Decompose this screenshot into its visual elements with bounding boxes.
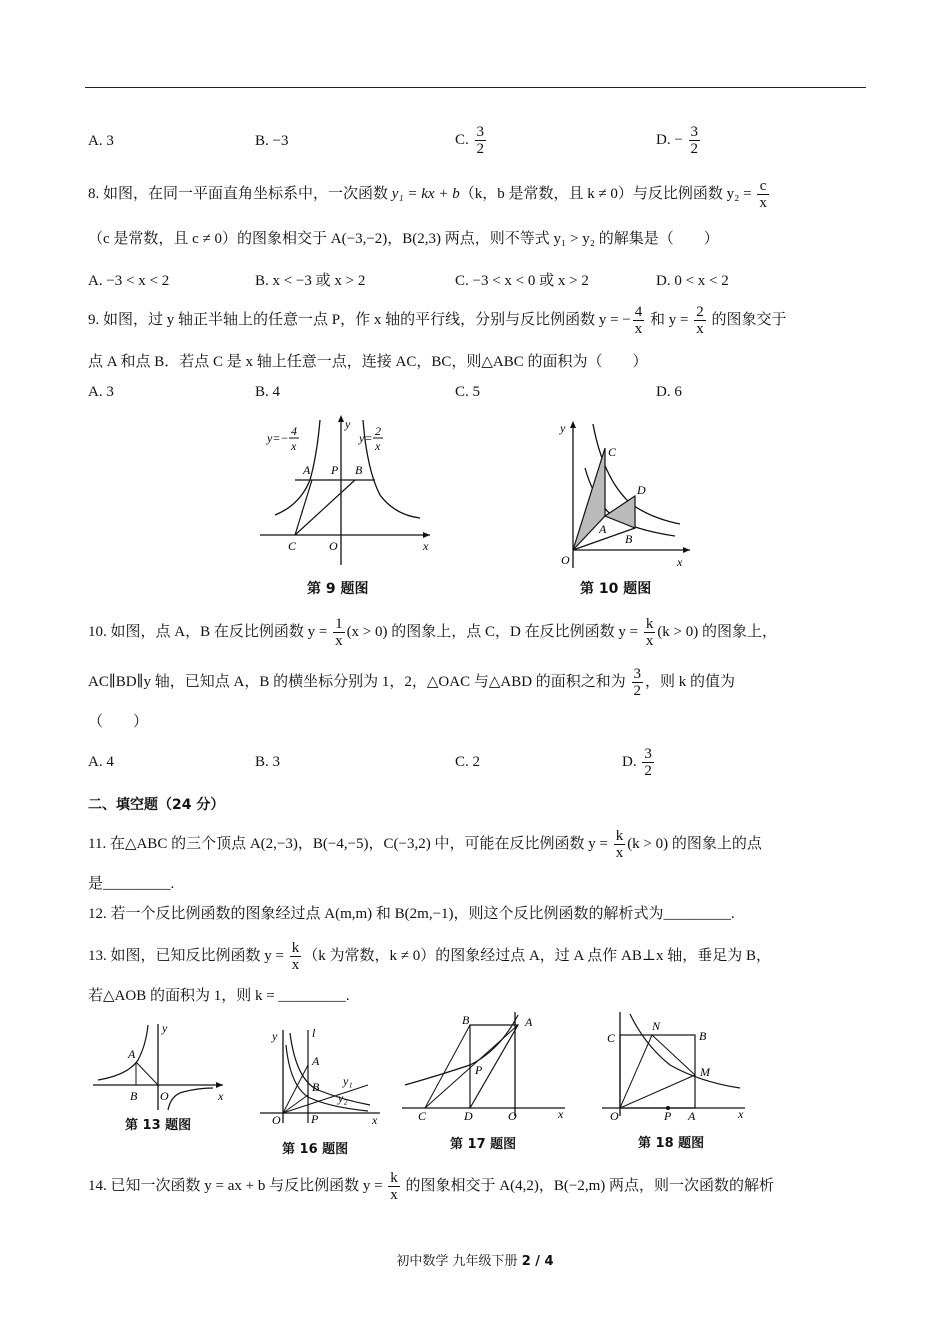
q8-line-1: 8. 如图，在同一平面直角坐标系中，一次函数 y₁ = kx + b（k，b 是常数，且 k ≠ 0）与反比例函数 y₂ = $\frac{c}{x}$ (88, 178, 767, 212)
q8-option-b: B. x < −3 或 x > 2 (255, 273, 366, 289)
q7-option-b: B. −3 (255, 133, 289, 149)
svg-text:y: y (272, 1029, 278, 1043)
q10-option-b: B. 3 (255, 754, 281, 770)
page-number: 2 / 4 (521, 1254, 554, 1269)
q10-line-1: 10. 如图，点 A，B 在反比例函数 y = $\frac{1}{x}$ (x > 0) 的图象上，点 C，D 在反比例函数 y = $\frac{k}{x}$ (k > 0) 的图象上， (88, 616, 778, 650)
svg-text:y: y (560, 421, 566, 435)
q8-option-d: D. 0 < x < 2 (656, 273, 729, 289)
svg-text:P: P (311, 1112, 319, 1125)
q11-line-1: 11. 在△ABC 的三个顶点 A(2,−3)，B(−4,−5)，C(−3,2) 中，可能在反比例函数 y = $\frac{k}{x}$ (k > 0) 的图象上的点 (88, 828, 762, 862)
svg-text:A: A (128, 1047, 136, 1061)
svg-text:A: A (525, 1015, 533, 1029)
svg-text:B: B (462, 1013, 470, 1027)
fig9-caption: 第 9 题图 (307, 581, 369, 597)
svg-text:4: 4 (291, 424, 297, 438)
figure-16 (258, 1025, 383, 1125)
svg-text:B: B (625, 532, 633, 546)
q9-option-c: C. 5 (455, 384, 481, 400)
q8-line-2: （c 是常数，且 c ≠ 0）的图象相交于 A(−3,−2)，B(2,3) 两点，则不等式 y₁ > y₂ 的解集是（ ） (88, 231, 719, 247)
svg-text:A: A (688, 1109, 696, 1120)
svg-text:B: B (130, 1089, 138, 1103)
svg-text:O: O (610, 1109, 619, 1120)
svg-text:A: A (312, 1054, 320, 1068)
svg-text:l: l (312, 1026, 316, 1040)
svg-text:O: O (329, 539, 338, 553)
fig16-caption: 第 16 题图 (282, 1142, 349, 1157)
q9-option-b: B. 4 (255, 384, 281, 400)
svg-text:P: P (475, 1063, 483, 1077)
svg-text:N: N (652, 1019, 661, 1033)
q9-line-2: 点 A 和点 B．若点 C 是 x 轴上任意一点，连接 AC，BC，则△ABC 的面积为（ ） (88, 354, 648, 370)
q9-option-d: D. 6 (656, 384, 682, 400)
q8-option-c: C. −3 < x < 0 或 x > 2 (455, 273, 589, 289)
q13-line-2: 若△AOB 的面积为 1，则 k = _________. (88, 988, 350, 1004)
svg-text:D: D (464, 1109, 473, 1120)
svg-text:O: O (508, 1109, 517, 1120)
fig17-caption: 第 17 题图 (450, 1137, 517, 1152)
svg-text:x: x (677, 555, 683, 569)
svg-text:x: x (291, 439, 297, 453)
svg-text:A: A (303, 463, 311, 477)
svg-text:M: M (700, 1065, 710, 1079)
q8-option-a: A. −3 < x < 2 (88, 273, 170, 289)
page-footer: 初中数学 九年级下册 2 / 4 (396, 1254, 554, 1269)
svg-text:2: 2 (375, 424, 381, 438)
svg-text:P: P (664, 1109, 672, 1120)
q12-line: 12. 若一个反比例函数的图象经过点 A(m,m) 和 B(2m,−1)，则这个反比例函数的解析式为_________. (88, 906, 735, 922)
figure-18 (600, 1010, 750, 1120)
svg-text:D: D (637, 483, 646, 497)
svg-text:y₁: y₁ (343, 1074, 353, 1088)
q10-option-c: C. 2 (455, 754, 481, 770)
fig9-curve-label-right: y= (359, 431, 373, 445)
q11-line-2: 是_________. (88, 876, 175, 892)
svg-text:C: C (607, 1031, 616, 1045)
q10-option-a: A. 4 (88, 754, 114, 770)
svg-text:y: y (345, 417, 351, 431)
svg-text:O: O (272, 1113, 281, 1125)
svg-text:x: x (372, 1113, 378, 1125)
svg-text:y: y (162, 1021, 168, 1035)
q10-option-d: D. $\frac{3}{2}$ (622, 746, 652, 780)
svg-text:B: B (355, 463, 363, 477)
fig9-curve-label-left: y=− (267, 431, 289, 445)
svg-text:O: O (561, 553, 570, 567)
fig10-caption: 第 10 题图 (580, 581, 652, 597)
svg-text:P: P (331, 463, 339, 477)
q7-option-c: C. $\frac{3}{2}$ (455, 124, 485, 158)
header-rule (85, 87, 866, 88)
svg-text:A: A (599, 522, 607, 536)
figure-10 (555, 418, 695, 573)
q14-line-1: 14. 已知一次函数 y = ax + b 与反比例函数 y = $\frac{k}{x}$ 的图象相交于 A(4,2)，B(−2,m) 两点，则一次函数的解析 (88, 1170, 774, 1204)
svg-text:C: C (288, 539, 297, 553)
q9-option-a: A. 3 (88, 384, 114, 400)
fig18-caption: 第 18 题图 (638, 1136, 705, 1151)
svg-text:C: C (418, 1109, 427, 1120)
svg-text:x: x (423, 539, 429, 553)
svg-text:x: x (375, 439, 381, 453)
q9-line-1: 9. 如图，过 y 轴正半轴上的任意一点 P，作 x 轴的平行线，分别与反比例函数 y = − $\frac{4}{x}$ 和 y = $\frac{2}{x}$ 的图象交于 (88, 304, 787, 338)
svg-text:x: x (218, 1089, 224, 1103)
q7-option-d: D. − $\frac{3}{2}$ (656, 124, 699, 158)
q10-line-3: （ ） (88, 714, 149, 730)
q7-option-a: A. 3 (88, 133, 114, 149)
section-2-title: 二、填空题（24 分） (88, 797, 225, 813)
svg-text:B: B (312, 1080, 320, 1094)
svg-text:O: O (160, 1089, 169, 1103)
fig13-caption: 第 13 题图 (125, 1118, 192, 1133)
svg-text:x: x (738, 1107, 744, 1120)
figure-9 (255, 410, 435, 570)
svg-text:C: C (608, 445, 617, 459)
svg-text:x: x (558, 1107, 564, 1120)
svg-text:y₂: y₂ (338, 1091, 348, 1105)
figure-13 (88, 1020, 228, 1115)
svg-text:B: B (699, 1029, 707, 1043)
q13-line-1: 13. 如图，已知反比例函数 y = $\frac{k}{x}$ （k 为常数，k ≠ 0）的图象经过点 A，过 A 点作 AB⊥x 轴，垂足为 B， (88, 940, 771, 974)
figure-17 (400, 1010, 570, 1120)
q10-line-2: AC∥BD∥y 轴，已知点 A，B 的横坐标分别为 1，2，△OAC 与△ABD 的面积之和为 $\frac{3}{2}$ ，则 k 的值为 (88, 666, 736, 700)
